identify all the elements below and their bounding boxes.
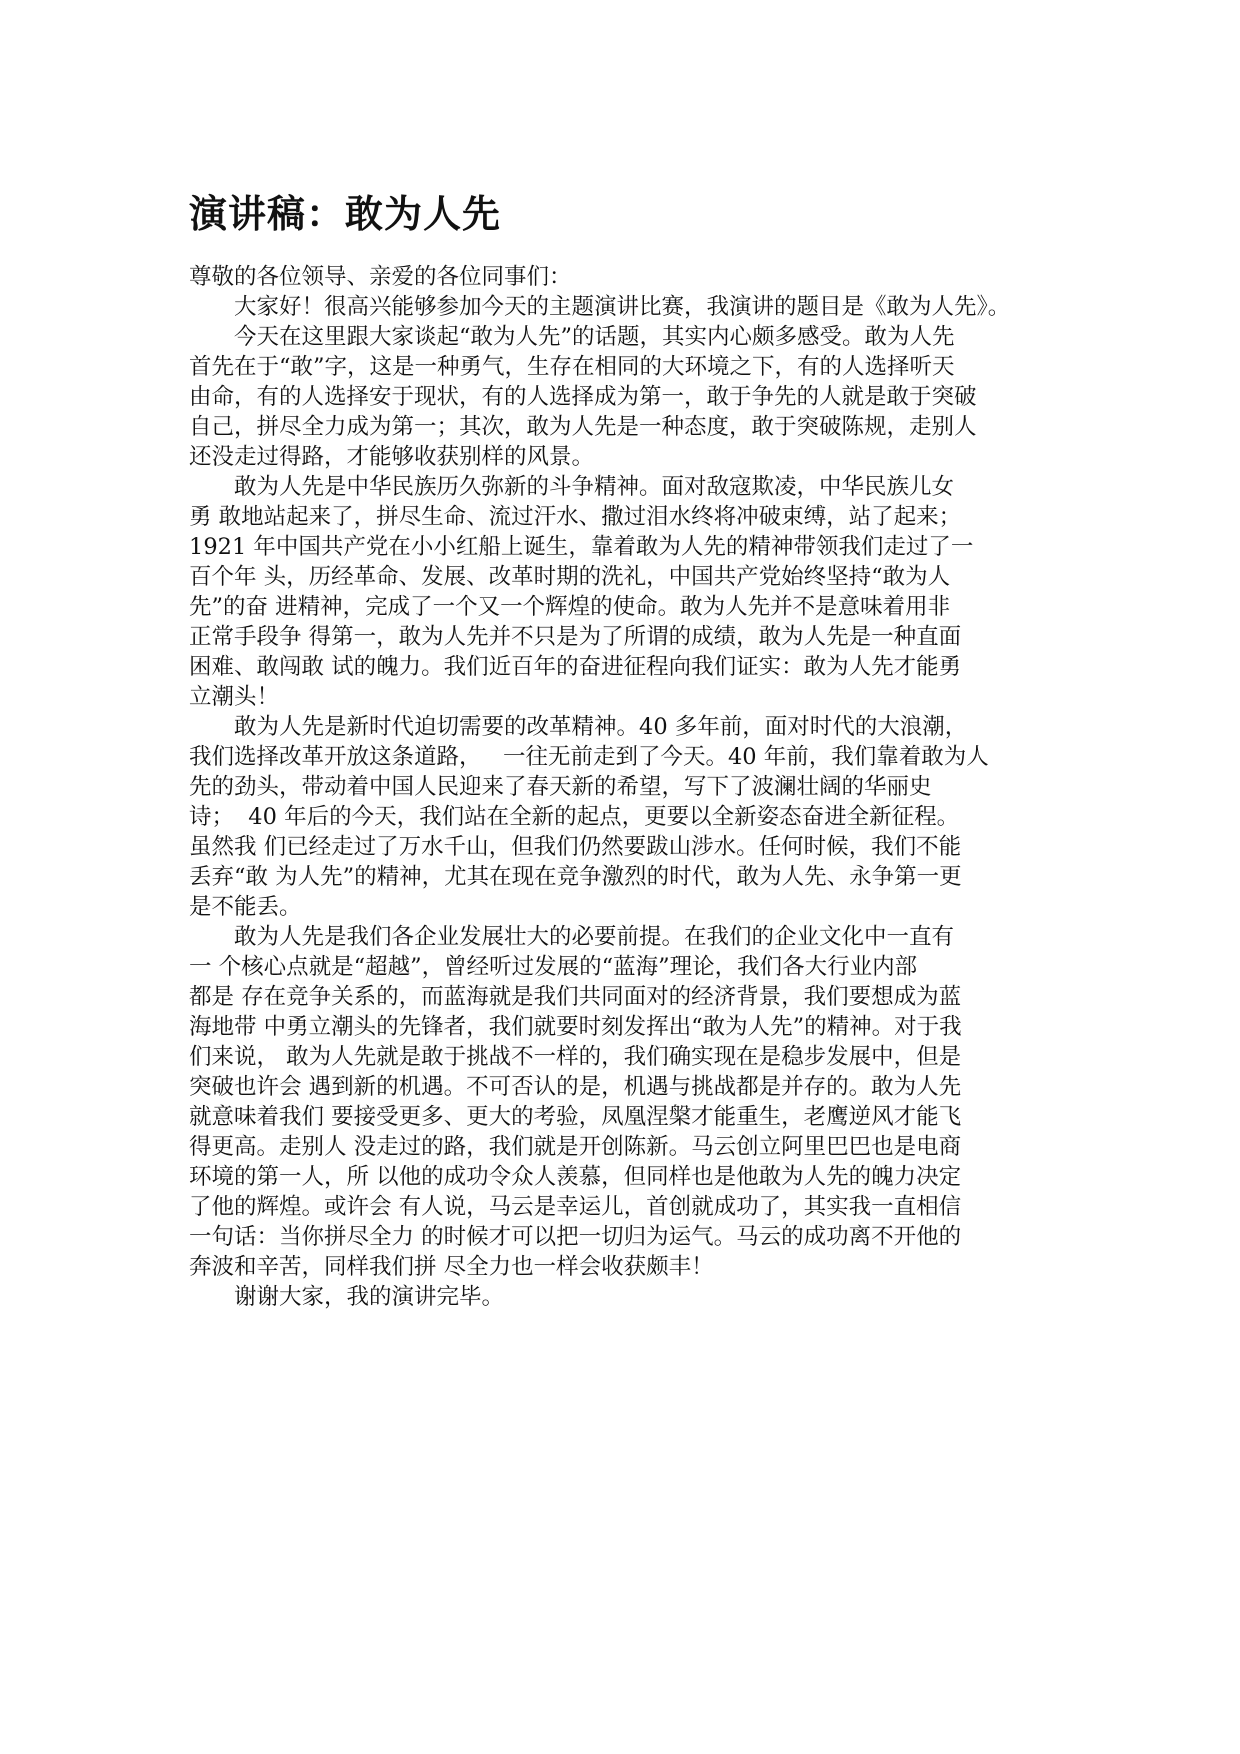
text-line: 还没走过得路，才能够收获别样的风景。	[189, 444, 595, 470]
text-line: 都是 存在竞争关系的，而蓝海就是我们共同面对的经济背景，我们要想成为蓝	[189, 984, 962, 1010]
text-line: 虽然我 们已经走过了万水千山，但我们仍然要跋山涉水。任何时候，我们不能	[189, 834, 962, 860]
paragraph-enterprise	[189, 922, 1059, 1282]
text-line: 由命，有的人选择安于现状，有的人选择成为第一，敢于争先的人就是敢于突破	[189, 384, 977, 410]
text-line: 百个年 头，历经革命、发展、改革时期的洗礼，中国共产党始终坚持“敢为人	[189, 564, 951, 590]
text-line: 首先在于“敢”字，这是一种勇气，生存在相同的大环境之下，有的人选择听天	[189, 354, 955, 380]
text-line: 自己，拼尽全力成为第一；其次，敢为人先是一种态度，敢于突破陈规，走别人	[189, 414, 977, 440]
text-line: 一句话：当你拼尽全力 的时候才可以把一切归为运气。马云的成功离不开他的	[189, 1224, 962, 1250]
text-line: 先的劲头，带动着中国人民迎来了春天新的希望，写下了波澜壮阔的华丽史	[189, 774, 932, 800]
text-line: 环境的第一人，所 以他的成功令众人羡慕，但同样也是他敢为人先的魄力决定	[189, 1164, 962, 1190]
text-line: 一 个核心点就是“超越”，曾经听过发展的“蓝海”理论，我们各大行业内部	[189, 954, 918, 980]
text-line: 困难、敢闯敢 试的魄力。我们近百年的奋进征程向我们证实：敢为人先才能勇	[189, 654, 962, 680]
paragraph-closing	[189, 1282, 1059, 1312]
text-line: 勇 敢地站起来了，拼尽生命、流过汗水、撒过泪水终将冲破束缚，站了起来；	[189, 504, 962, 530]
text-line: 今天在这里跟大家谈起“敢为人先”的话题，其实内心颇多感受。敢为人先	[234, 324, 955, 350]
text-line: 诗； 40 年后的今天，我们站在全新的起点，更要以全新姿态奋进全新征程。	[189, 804, 960, 830]
text-line: 就意味着我们 要接受更多、更大的考验，凤凰涅槃才能重生，老鹰逆风才能飞	[189, 1104, 962, 1130]
text-line: 敢为人先是新时代迫切需要的改革精神。40 多年前，面对时代的大浪潮，	[234, 714, 968, 740]
text-line: 了他的辉煌。或许会 有人说，马云是幸运儿，首创就成功了，其实我一直相信	[189, 1194, 962, 1220]
text-line: 我们选择改革开放这条道路， 一往无前走到了今天。40 年前，我们靠着敢为人	[189, 744, 989, 770]
text-line: 1921 年中国共产党在小小红船上诞生，靠着敢为人先的精神带领我们走过了一	[189, 534, 974, 560]
speech-body	[189, 262, 1059, 1312]
text-line: 正常手段争 得第一，敢为人先并不只是为了所谓的成绩，敢为人先是一种直面	[189, 624, 962, 650]
text-line: 丢弃“敢 为人先”的精神，尤其在现在竞争激烈的时代，敢为人先、永争第一更	[189, 864, 962, 890]
paragraph-intro	[189, 322, 1059, 472]
text-line: 是不能丢。	[189, 894, 302, 920]
text-line: 奔波和辛苦，同样我们拼 尽全力也一样会收获颇丰！	[189, 1254, 714, 1280]
text-line: 突破也许会 遇到新的机遇。不可否认的是，机遇与挑战都是并存的。敢为人先	[189, 1074, 962, 1100]
paragraph-reform-spirit	[189, 712, 1059, 922]
paragraph-struggle-spirit	[189, 472, 1059, 712]
text-line: 得更高。走别人 没走过的路，我们就是开创陈新。马云创立阿里巴巴也是电商	[189, 1134, 962, 1160]
text-line: 们来说， 敢为人先就是敢于挑战不一样的，我们确实现在是稳步发展中，但是	[189, 1044, 962, 1070]
paragraph-greeting	[189, 292, 1059, 322]
text-line: 敢为人先是我们各企业发展壮大的必要前提。在我们的企业文化中一直有	[234, 924, 955, 950]
salutation: 尊敬的各位领导、亲爱的各位同事们：	[189, 264, 572, 290]
text-line: 敢为人先是中华民族历久弥新的斗争精神。面对敌寇欺凌，中华民族儿女	[234, 474, 955, 500]
text-line: 谢谢大家，我的演讲完毕。	[234, 1284, 505, 1310]
document-title: 演讲稿：敢为人先	[189, 192, 502, 236]
text-line: 大家好！很高兴能够参加今天的主题演讲比赛，我演讲的题目是《敢为人先》。	[234, 294, 1011, 320]
text-line: 海地带 中勇立潮头的先锋者，我们就要时刻发挥出“敢为人先”的精神。对于我	[189, 1014, 962, 1040]
text-line: 先”的奋 进精神，完成了一个又一个辉煌的使命。敢为人先并不是意味着用非	[189, 594, 951, 620]
text-line: 立潮头！	[189, 684, 280, 710]
